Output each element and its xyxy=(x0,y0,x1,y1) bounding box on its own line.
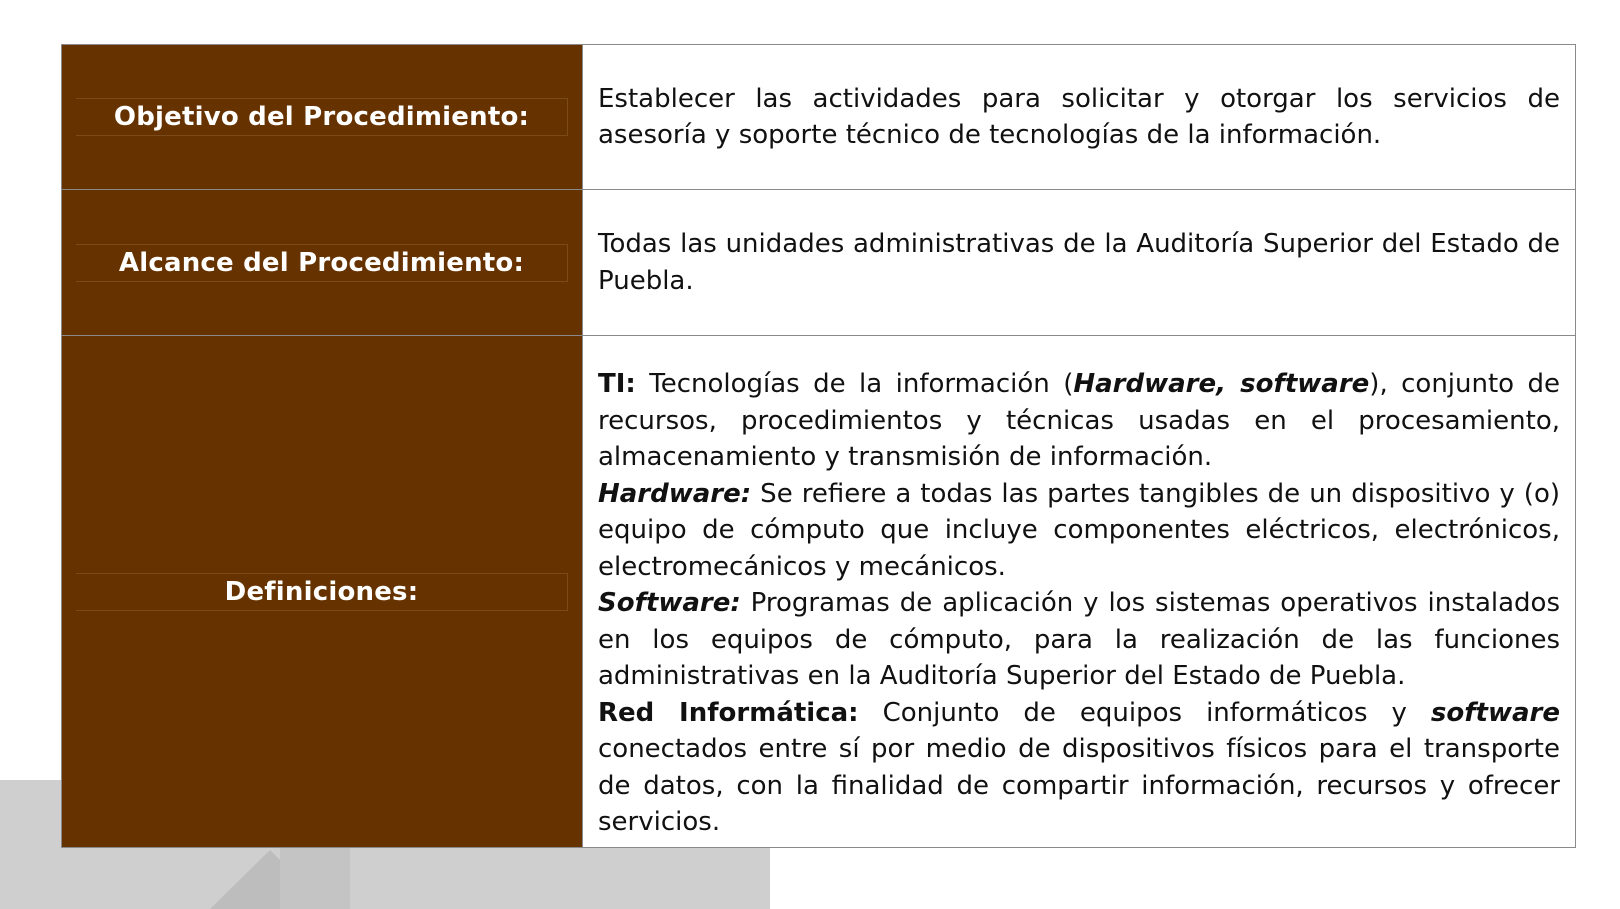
definition-hardware xyxy=(598,476,1560,586)
content-definiciones xyxy=(583,336,1576,848)
definition-text: conectados entre sí por medio de dispositivos físicos para el transporte de datos, con la finalidad de compartir información, recursos y ofrecer servicios. xyxy=(598,734,1560,837)
definition-emphasis: Hardware, software xyxy=(1073,369,1370,399)
definition-term: Software: xyxy=(598,588,741,618)
row-alcance xyxy=(62,190,1576,336)
label-alcance: Alcance del Procedimiento: xyxy=(76,244,568,282)
procedure-table xyxy=(61,44,1576,848)
definition-red xyxy=(598,695,1560,841)
label-definiciones: Definiciones: xyxy=(76,573,568,611)
definition-text: Programas de aplicación y los sistemas operativos instalados en los equipos de cómputo, para la realización de las funciones administrativas en la Auditoría Superior del Estado de Puebla. xyxy=(598,588,1560,691)
label-cell-definiciones xyxy=(62,336,583,848)
row-objetivo xyxy=(62,45,1576,190)
label-cell-alcance xyxy=(62,190,583,336)
definition-term: TI: xyxy=(598,369,636,399)
definition-ti xyxy=(598,366,1560,476)
row-definiciones xyxy=(62,336,1576,848)
definition-text: Tecnologías de la información ( xyxy=(635,369,1074,399)
definition-software xyxy=(598,585,1560,695)
definition-term: Hardware: xyxy=(598,478,752,509)
content-alcance: Todas las unidades administrativas de la Auditoría Superior del Estado de Puebla. xyxy=(583,190,1576,336)
definition-text: Se refiere a todas las partes tangibles de un dispositivo y (o) equipo de cómputo que incluye componentes eléctricos, electrónicos, electromecánicos y mecánicos. xyxy=(598,478,1560,582)
content-objetivo: Establecer las actividades para solicitar y otorgar los servicios de asesoría y soporte técnico de tecnologías de la información. xyxy=(583,45,1576,190)
definition-emphasis: software xyxy=(1430,697,1560,728)
definition-text: Conjunto de equipos informáticos y xyxy=(858,697,1431,728)
label-objetivo: Objetivo del Procedimiento: xyxy=(76,98,568,136)
label-cell-objetivo xyxy=(62,45,583,190)
definition-text: ), conjunto de recursos, procedimientos y técnicas usadas en el procesamiento, almacenamiento y transmisión de información. xyxy=(598,369,1561,472)
definition-term: Red Informática: xyxy=(598,697,859,728)
background-block-shape xyxy=(280,840,350,909)
